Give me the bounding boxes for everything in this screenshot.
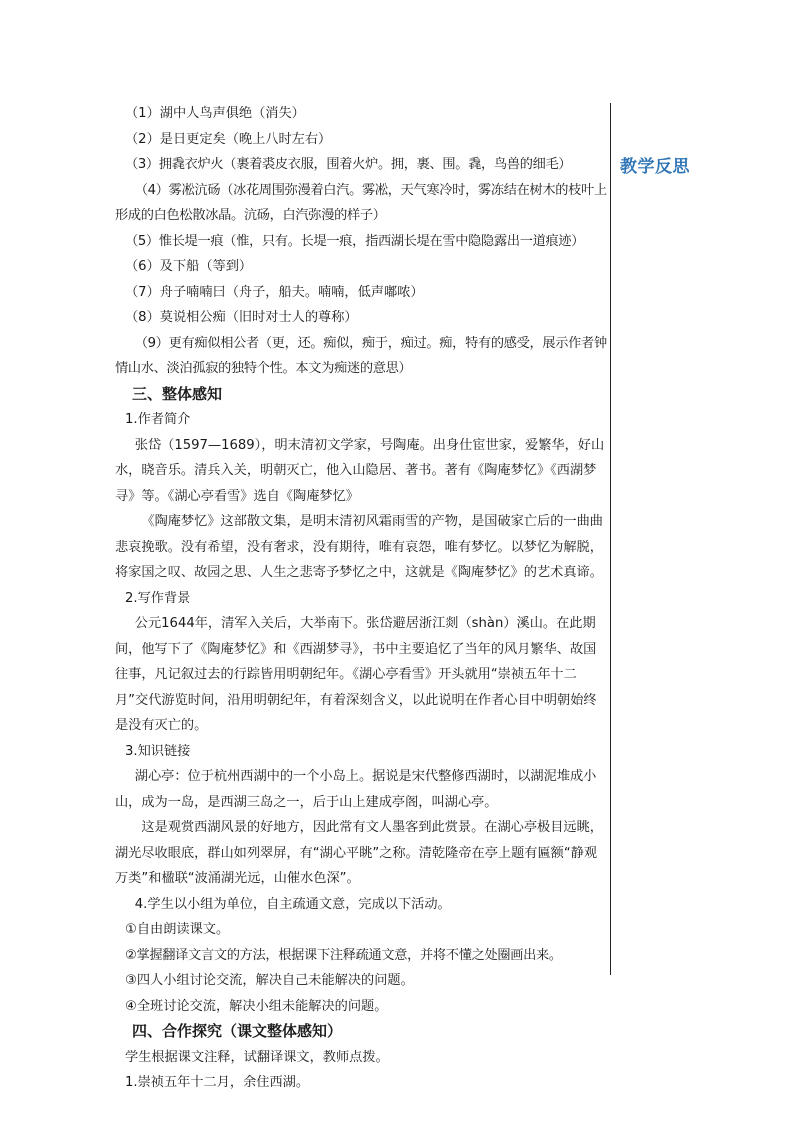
teaching-reflection-label: 教学反思 (620, 157, 690, 177)
paragraph: 湖心亭：位于杭州西湖中的一个小岛上。据说是宋代整修西湖时，以湖泥堆成小山，成为一岛，是西湖三岛之一，后于山上建成亭阁，叫湖心亭。 (115, 769, 597, 810)
paragraph: 学生根据课文注释，试翻译课文，教师点拨。 (125, 1049, 389, 1065)
subsection-title: 2.写作背景 (125, 590, 191, 606)
lesson-content (115, 101, 607, 1096)
vocab-item: （4）雾凇沆砀（冰花周围弥漫着白汽。雾凇，天气寒冷时，雾冻结在树木的枝叶上形成的白色松散冰晶。沆砀，白汽弥漫的样子） (115, 182, 607, 223)
vocab-item: （7）舟子喃喃曰（舟子，船夫。喃喃，低声嘟哝） (125, 284, 424, 300)
paragraph: 张岱（1597—1689），明末清初文学家，号陶庵。出身仕宦世家，爱繁华，好山水，晓音乐。清兵入关，明朝灭亡，他入山隐居、著书。著有《陶庵梦忆》《西湖梦寻》等。《湖心亭看雪》选自《陶庵梦忆》 (115, 437, 605, 504)
paragraph: 公元1644年，清军入关后，大举南下。张岱避居浙江剡（shàn）溪山。在此期间，他写下了《陶庵梦忆》和《西湖梦寻》，书中主要追忆了当年的风月繁华、故国往事，凡记叙过去的行踪皆用明朝纪年。《湖心亭看雪》开头就用“崇祯五年十二月”交代游览时间，沿用明朝纪年，有着深刻含义，以此说明在作者心目中明朝始终是没有灭亡的。 (115, 616, 597, 733)
section-heading: 三、整体感知 (132, 384, 223, 403)
subsection-title: 3.知识链接 (125, 743, 191, 759)
paragraph: 这是观赏西湖风景的好地方，因此常有文人墨客到此赏景。在湖心亭极目远眺，湖光尽收眼底，群山如列翠屏，有“湖心平眺”之称。清乾隆帝在亭上题有匾额“静观万类”和楹联“波涌湖光远，山催水色深”。 (115, 820, 603, 886)
subsection-title: 1.作者简介 (125, 412, 191, 427)
activity-item: ④全班讨论交流，解决小组未能解决的问题。 (125, 998, 388, 1014)
paragraph: 《陶庵梦忆》这部散文集，是明末清初风霜雨雪的产物，是国破家亡后的一曲曲悲哀挽歌。没有希望，没有奢求，没有期待，唯有哀怨，唯有梦忆。以梦忆为解脱，将家国之叹、故园之思、人生之悲寄予梦忆之中，这就是《陶庵梦忆》的艺术真谛。 (115, 514, 603, 580)
paragraph: 1.崇祯五年十二月，余住西湖。 (125, 1075, 310, 1090)
vocab-item: （9）更有痴似相公者（更，还。痴似，痴于，痴过。痴，特有的感受，展示作者钟情山水、淡泊孤寂的独特个性。本文为痴迷的意思） (115, 335, 607, 376)
section-heading: 四、合作探究（课文整体感知） (132, 1022, 343, 1040)
vocab-item: （6）及下船（等到） (125, 259, 253, 274)
vocab-item: （3）拥毳衣炉火（裹着裘皮衣服，围着火炉。拥，裹、围。毳，鸟兽的细毛） (125, 157, 572, 172)
vocab-item: （2）是日更定矣（晚上八时左右） (125, 131, 332, 147)
vocab-item: （8）莫说相公痴（旧时对士人的尊称） (125, 310, 358, 325)
activity-item: ②掌握翻译文言文的方法，根据课下注释疏通文意，并将不懂之处圈画出来。 (125, 947, 562, 963)
activity-intro: 4.学生以小组为单位，自主疏通文意，完成以下活动。 (134, 896, 451, 912)
activity-item: ①自由朗读课文。 (125, 922, 230, 937)
vocab-item: （5）惟长堤一痕（惟，只有。长堤一痕，指西湖长堤在雪中隐隐露出一道痕迹） (125, 233, 585, 249)
table-divider-line (610, 103, 611, 975)
vocab-item: （1）湖中人鸟声俱绝（消失） (125, 106, 305, 121)
activity-item: ③四人小组讨论交流，解决自己未能解决的问题。 (125, 973, 414, 988)
